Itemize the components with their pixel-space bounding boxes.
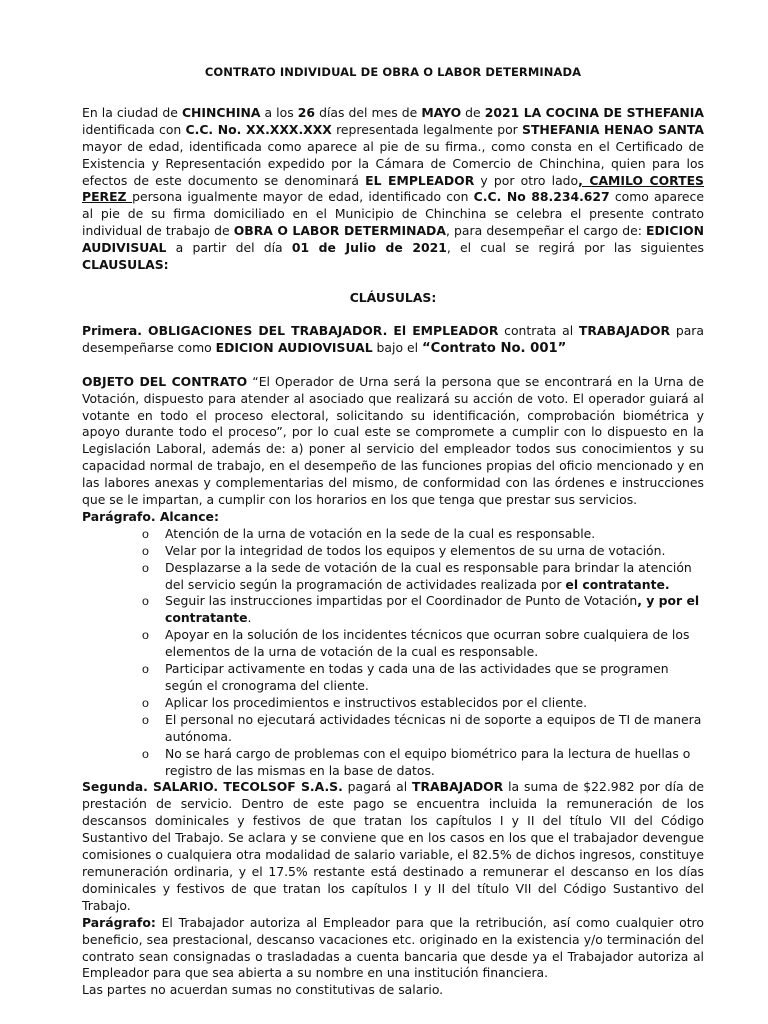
intro-text: persona igualmente mayor de edad, identificado con — [132, 189, 474, 205]
list-item-text: No se hará cargo de problemas con el equipo biométrico para la lectura de huellas o registro de las mismas en la base de datos. — [165, 745, 691, 778]
intro-text: a los — [260, 104, 298, 120]
list-item-text: . — [247, 610, 252, 626]
clause-text: para desempeñarse como — [82, 322, 704, 355]
document-title: CONTRATO INDIVIDUAL DE OBRA O LABOR DETERMINADA — [204, 65, 582, 79]
list-item-text: Seguir las instrucciones impartidas por el Coordinador de Punto de Votación — [165, 593, 638, 609]
paragrafo-retribucion — [82, 915, 704, 983]
list-item — [165, 627, 704, 661]
list-item-text: Desplazarse a la sede de votación de la cual es responsable para brindar la atención del servicio según la programación de actividades realizada por — [165, 559, 692, 592]
list-item — [165, 543, 704, 560]
city-name: CHINCHINA — [181, 104, 261, 120]
list-item — [165, 746, 704, 780]
list-item — [165, 661, 704, 695]
paragrafo-alcance-heading: Parágrafo. Alcance: — [82, 508, 219, 524]
intro-paragraph — [82, 105, 704, 274]
worker-id: C.C. No 88.234.627 — [473, 189, 610, 205]
worker-name: , CAMILO CORTES PEREZ — [82, 172, 704, 205]
clausulas-heading: CLÁUSULAS: — [349, 289, 437, 305]
employer-company: 2021 LA COCINA DE STHEFANIA — [484, 104, 704, 120]
list-item — [165, 695, 704, 712]
list-item-bold: , y por el contratante — [165, 593, 700, 626]
contract-type: OBRA O LABOR DETERMINADA — [233, 223, 446, 239]
intro-text: como aparece al pie de su firma domiciliado en el Municipio de Chinchina se celebra el presente contrato individual de trabajo de — [82, 189, 704, 239]
list-item — [165, 526, 704, 543]
list-item-text: Apoyar en la solución de los incidentes técnicos que ocurran sobre cualquiera de los elementos de la urna de votación de la cual es responsable. — [165, 627, 690, 660]
clause-text: la suma de $22.982 por día de prestación de servicio. Dentro de este pago se encuentra incluida la remuneración de los descansos dominicales y festivos de que tratan los capítulos I y II del título VII del Código Sustantivo del Trabajo. Se aclara y se conviene que en los casos en los que el trabajador devengue comisiones o cualquiera otra modalidad de salario variable, el 82.5% de dichos ingresos, constituye remuneración ordinaria, y el 17.5% restante está destinado a remunerar el descanso en los días dominicales y festivos de que tratan los capítulos I y II del título VII del Código Sustantivo del Trabajo. — [82, 779, 704, 913]
list-item — [165, 593, 704, 627]
clause-text: bajo el — [372, 339, 422, 355]
list-item — [165, 712, 704, 746]
list-item-text: Participar activamente en todas y cada una de las actividades que se programen según el cronograma del cliente. — [165, 661, 669, 693]
intro-text: días del mes de — [315, 104, 422, 120]
clause-primera — [82, 323, 704, 358]
contract-number: “Contrato No. 001” — [421, 340, 567, 356]
clause-text: contrata al — [498, 322, 579, 338]
intro-text: de — [461, 104, 485, 120]
final-statement: Las partes no acuerdan sumas no constitutivas de salario. — [82, 982, 444, 998]
day-number: 26 — [297, 104, 315, 120]
worker-label: TRABAJADOR — [412, 779, 504, 795]
list-item — [165, 560, 704, 594]
intro-text: En la ciudad de — [82, 104, 182, 120]
intro-text: , el cual se regirá por las siguientes — [446, 240, 705, 256]
clause-segunda — [82, 779, 704, 914]
list-item-bold: el contratante. — [565, 576, 670, 592]
list-item-text: Aplicar los procedimientos e instructivos establecidos por el cliente. — [165, 694, 588, 710]
employer-label: EL EMPLEADOR — [365, 172, 475, 188]
objeto-text: “El Operador de Urna será la persona que se encontrará en la Urna de Votación, dispuesto para atender al asociado que realizará su acción de voto. El operador guiará al votante en todo el proceso electoral, solicitando su identificación, comprobación biométrica y apoyo durante todo el proceso”, por lo cual este se compromete a cumplir con lo dispuesto en la Legislación Laboral, además de: a) poner al servicio del empleador todos sus conocimientos y su capacidad normal de trabajo, en el desempeño de las funciones propias del oficio mencionado y en las labores anexas y complementarias del mismo, de conformidad con las órdenes e instrucciones que se le impartan, a cumplir con los horarios en los que tenga que prestar sus servicios. — [82, 373, 704, 508]
objeto-paragraph — [82, 374, 704, 509]
intro-text: mayor de edad, identificada como aparece al pie de su firma., como consta en el Certificado de Existencia y Representación expedido por la Cámara de Comercio de Chinchina, quien para los efectos de este documento se denominará — [82, 138, 704, 188]
alcance-list — [82, 526, 704, 780]
intro-text: a partir del día — [166, 240, 292, 256]
clausulas-label: CLAUSULAS: — [82, 257, 169, 273]
clause-segunda-heading: Segunda. SALARIO. TECOLSOF S.A.S. — [82, 779, 343, 795]
intro-text: , para desempeñar el cargo de: — [445, 223, 647, 239]
list-item-text: Velar por la integridad de todos los equipos y elementos de su urna de votación. — [165, 542, 666, 558]
intro-text: identificada con — [82, 121, 186, 137]
paragrafo-alcance — [82, 509, 704, 526]
clause-primera-heading: Primera. OBLIGACIONES DEL TRABAJADOR. El EMPLEADOR — [82, 322, 499, 338]
employer-id: C.C. No. XX.XXX.XXX — [185, 121, 332, 137]
start-date: 01 de Julio de 2021 — [291, 240, 447, 256]
list-item-text: Atención de la urna de votación en la sede de la cual es responsable. — [165, 525, 596, 541]
clause-text: pagará al — [342, 779, 413, 795]
list-item-text: El personal no ejecutará actividades técnicas ni de soporte a equipos de TI de manera autónoma. — [165, 711, 702, 744]
paragrafo-text: El Trabajador autoriza al Empleador para que la retribución, así como cualquier otro beneficio, sea prestacional, descanso vacaciones etc. originado en la existencia y/o terminación del contrato sean consignadas o trasladadas a cuenta bancaria que desde ya el Trabajador autoriza al Empleador para que sea abierta a su nombre en una institución financiera. — [82, 914, 704, 981]
month-name: MAYO — [421, 104, 462, 120]
worker-label: TRABAJADOR — [578, 322, 671, 338]
job-title: EDICION AUDIVISUAL — [82, 223, 704, 256]
legal-representative: STHEFANIA HENAO SANTA — [522, 121, 704, 137]
intro-text: y por otro lado — [474, 172, 579, 188]
paragrafo-heading: Parágrafo: — [82, 914, 156, 930]
intro-text: representada legalmente por — [331, 121, 523, 137]
job-title: EDICION AUDIOVISUAL — [215, 339, 373, 355]
objeto-heading: OBJETO DEL CONTRATO — [82, 373, 248, 389]
